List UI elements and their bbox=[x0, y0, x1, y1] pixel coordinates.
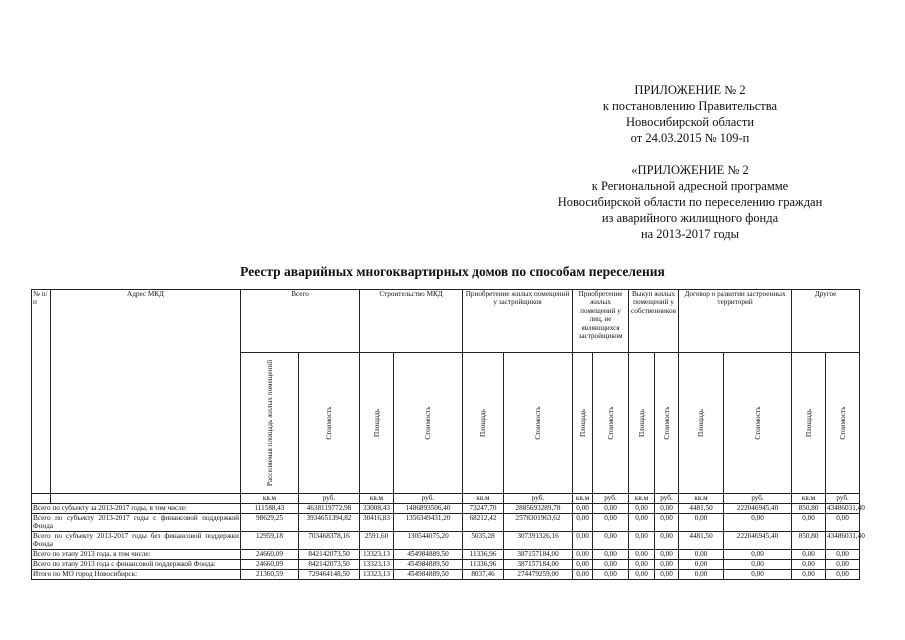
table-cell: 0,00 bbox=[792, 559, 826, 569]
table-cell: 454984889,50 bbox=[394, 549, 463, 559]
sub-header-label: Стоимость bbox=[606, 406, 615, 440]
table-cell: 454984889,50 bbox=[394, 569, 463, 579]
table-cell: 387157184,00 bbox=[504, 559, 573, 569]
sub-header-resettled-area bbox=[241, 353, 299, 494]
table-cell: 13323,13 bbox=[360, 549, 394, 559]
table-cell: 729464148,50 bbox=[299, 569, 360, 579]
unit-cell: кв.м bbox=[463, 494, 504, 504]
unit-cell bbox=[51, 494, 241, 504]
unit-cell: руб. bbox=[504, 494, 573, 504]
table-cell: 0,00 bbox=[679, 569, 724, 579]
table-cell: 0,00 bbox=[655, 549, 679, 559]
table-cell: 24660,09 bbox=[241, 559, 299, 569]
table-cell: 0,00 bbox=[679, 549, 724, 559]
sub-header-area bbox=[629, 353, 655, 494]
table-cell: 0,00 bbox=[573, 531, 593, 549]
unit-cell: руб. bbox=[593, 494, 629, 504]
unit-cell: кв.м bbox=[679, 494, 724, 504]
unit-cell: руб. bbox=[724, 494, 792, 504]
table-cell: 0,00 bbox=[573, 559, 593, 569]
unit-cell: кв.м bbox=[792, 494, 826, 504]
table-cell: 30416,83 bbox=[360, 514, 394, 532]
col-header-total: Всего bbox=[241, 290, 360, 353]
table-row bbox=[32, 531, 860, 549]
col-header-number: № п/п bbox=[32, 290, 51, 494]
sub-header-label: Площадь bbox=[637, 408, 646, 438]
sub-header-cost bbox=[655, 353, 679, 494]
table-cell: 2591,60 bbox=[360, 531, 394, 549]
col-header-address: Адрес МКД bbox=[51, 290, 241, 494]
sub-header-cost bbox=[724, 353, 792, 494]
row-label: Всего по субъекту 2013-2017 годы без финансовой поддержки Фонда bbox=[33, 531, 239, 549]
sub-header-cost bbox=[826, 353, 860, 494]
units-row bbox=[32, 494, 860, 504]
program-line: к Региональной адресной программе bbox=[591, 179, 789, 193]
unit-cell: кв.м bbox=[360, 494, 394, 504]
table-cell: 842142073,50 bbox=[299, 559, 360, 569]
col-header-purchase-non-developer: Приобретение жилых помещений у лиц, не являющихся застройщиком bbox=[573, 290, 629, 353]
table-cell: 274479259,00 bbox=[504, 569, 573, 579]
table-cell: 0,00 bbox=[629, 549, 655, 559]
table-cell: 8037,46 bbox=[463, 569, 504, 579]
unit-cell: руб. bbox=[655, 494, 679, 504]
table-cell: 0,00 bbox=[679, 559, 724, 569]
row-label: Итого по МО город Новосибирск: bbox=[32, 569, 241, 579]
sub-header-area bbox=[360, 353, 394, 494]
unit-cell: руб. bbox=[826, 494, 860, 504]
appendix-header bbox=[540, 82, 840, 242]
table-cell: 73247,70 bbox=[463, 504, 504, 514]
unit-cell bbox=[32, 494, 51, 504]
table-cell: 5035,28 bbox=[463, 531, 504, 549]
appendix-line: к постановлению Правительства bbox=[602, 99, 778, 113]
row-label: Всего по субъекту 2013-2017 годы с финансовой поддержкой Фонда bbox=[33, 514, 239, 531]
table-cell: 11336,96 bbox=[463, 549, 504, 559]
table-cell: 0,00 bbox=[826, 514, 860, 532]
sub-header-area bbox=[679, 353, 724, 494]
table-cell: 12959,18 bbox=[241, 531, 299, 549]
table-cell: 0,00 bbox=[655, 569, 679, 579]
unit-cell: руб. bbox=[394, 494, 463, 504]
unit-cell: кв.м bbox=[629, 494, 655, 504]
sub-header-area bbox=[463, 353, 504, 494]
table-cell: 0,00 bbox=[629, 531, 655, 549]
table-cell: 111588,43 bbox=[241, 504, 299, 514]
table-cell: 0,00 bbox=[593, 514, 629, 532]
table-cell: 0,00 bbox=[792, 569, 826, 579]
table-cell: 307391326,16 bbox=[504, 531, 573, 549]
table-cell: 0,00 bbox=[629, 569, 655, 579]
sub-header-area bbox=[792, 353, 826, 494]
table-cell: 222046945,40 bbox=[724, 504, 792, 514]
unit-cell: кв.м bbox=[573, 494, 593, 504]
col-header-buyout: Выкуп жилых помещений у собственников bbox=[629, 290, 679, 353]
table-cell: 1356349431,20 bbox=[394, 514, 463, 532]
program-line: на 2013-2017 годы bbox=[640, 227, 740, 241]
sub-header-cost bbox=[593, 353, 629, 494]
table-cell: 1486893506,40 bbox=[394, 504, 463, 514]
sub-header-label: Площадь bbox=[372, 408, 381, 438]
table-row bbox=[32, 549, 860, 559]
sub-header-label: Площадь bbox=[804, 408, 813, 438]
sub-header-label: Стоимость bbox=[838, 406, 847, 440]
sub-header-label: Площадь bbox=[478, 408, 487, 438]
table-cell: 842142073,50 bbox=[299, 549, 360, 559]
table-cell: 24660,09 bbox=[241, 549, 299, 559]
table-cell: 68212,42 bbox=[463, 514, 504, 532]
table-cell: 2885693289,78 bbox=[504, 504, 573, 514]
table-cell: 0,00 bbox=[679, 514, 724, 532]
sub-header-label: Стоимость bbox=[662, 406, 671, 440]
table-cell: 0,00 bbox=[826, 549, 860, 559]
sub-header-label: Стоимость bbox=[533, 406, 542, 440]
table-cell: 2578301963,62 bbox=[504, 514, 573, 532]
appendix-line: ПРИЛОЖЕНИЕ № 2 bbox=[634, 83, 746, 97]
row-label: Всего по субъекту за 2013-2017 годы, в том числе: bbox=[32, 504, 241, 514]
table-cell: 0,00 bbox=[826, 569, 860, 579]
table-cell: 0,00 bbox=[593, 504, 629, 514]
table-cell: 98629,25 bbox=[241, 514, 299, 532]
document-title: Реестр аварийных многоквартирных домов по способам переселения bbox=[240, 264, 665, 279]
table-cell: 21360,59 bbox=[241, 569, 299, 579]
program-line: «ПРИЛОЖЕНИЕ № 2 bbox=[631, 163, 749, 177]
sub-header-label: Стоимость bbox=[753, 406, 762, 440]
table-cell: 0,00 bbox=[826, 559, 860, 569]
table-cell: 0,00 bbox=[573, 514, 593, 532]
sub-header-label: Расселяемая площадь жилых помещений bbox=[265, 359, 274, 487]
registry-table bbox=[31, 289, 865, 580]
sub-header-area bbox=[573, 353, 593, 494]
appendix-line: от 24.03.2015 № 109-п bbox=[630, 131, 750, 145]
table-cell: 4481,50 bbox=[679, 504, 724, 514]
table-cell: 0,00 bbox=[655, 559, 679, 569]
table-cell: 0,00 bbox=[655, 531, 679, 549]
table-cell: 850,80 bbox=[792, 531, 826, 549]
table-cell: 0,00 bbox=[593, 531, 629, 549]
table-cell: 11336,96 bbox=[463, 559, 504, 569]
table-cell: 4638119772,98 bbox=[299, 504, 360, 514]
table-cell: 0,00 bbox=[724, 549, 792, 559]
table-cell: 0,00 bbox=[792, 549, 826, 559]
table-cell: 0,00 bbox=[655, 514, 679, 532]
table-cell: 13323,13 bbox=[360, 569, 394, 579]
sub-header-cost bbox=[394, 353, 463, 494]
table-row bbox=[32, 559, 860, 569]
table-cell: 33008,43 bbox=[360, 504, 394, 514]
table-cell: 13323,13 bbox=[360, 559, 394, 569]
table-cell: 0,00 bbox=[629, 514, 655, 532]
appendix-line: Новосибирской области bbox=[625, 115, 755, 129]
unit-cell: кв.м bbox=[241, 494, 299, 504]
table-cell: 222046945,40 bbox=[724, 531, 792, 549]
table-cell: 43486031,40 bbox=[826, 531, 860, 549]
spacer bbox=[540, 146, 840, 162]
table-row bbox=[32, 514, 860, 532]
table-cell: 0,00 bbox=[573, 549, 593, 559]
sub-header-label: Стоимость bbox=[324, 406, 333, 440]
table-cell: 130544075,20 bbox=[394, 531, 463, 549]
table-cell: 0,00 bbox=[655, 504, 679, 514]
table-cell: 0,00 bbox=[593, 569, 629, 579]
unit-cell: руб. bbox=[299, 494, 360, 504]
row-label: Всего по этапу 2013 года, в том числе: bbox=[32, 549, 241, 559]
sub-header-label: Площадь bbox=[578, 408, 587, 438]
table-row bbox=[32, 569, 860, 579]
col-header-other: Другое bbox=[792, 290, 860, 353]
table-cell: 0,00 bbox=[629, 504, 655, 514]
table-cell: 0,00 bbox=[573, 504, 593, 514]
col-header-development-contract: Договор о развитии застроенных территорий bbox=[679, 290, 792, 353]
table-cell: 0,00 bbox=[792, 514, 826, 532]
table-cell: 0,00 bbox=[573, 569, 593, 579]
sub-header-label: Стоимость bbox=[423, 406, 432, 440]
table-cell: 0,00 bbox=[593, 559, 629, 569]
sub-header-label: Площадь bbox=[696, 408, 705, 438]
table-cell: 0,00 bbox=[724, 559, 792, 569]
col-header-purchase-developer: Приобретение жилых помещений у застройщиков bbox=[463, 290, 573, 353]
table-cell: 0,00 bbox=[593, 549, 629, 559]
table-cell: 454984889,50 bbox=[394, 559, 463, 569]
sub-header-cost bbox=[299, 353, 360, 494]
program-line: из аварийного жилищного фонда bbox=[601, 211, 779, 225]
table-cell: 4481,50 bbox=[679, 531, 724, 549]
col-header-construction: Строительство МКД bbox=[360, 290, 463, 353]
row-label: Всего по этапу 2013 года с финансовой поддержкой Фонда: bbox=[32, 559, 241, 569]
table-cell: 703468378,16 bbox=[299, 531, 360, 549]
table-row bbox=[32, 504, 860, 514]
program-line: Новосибирской области по переселению граждан bbox=[557, 195, 823, 209]
table-cell: 43486031,40 bbox=[827, 504, 865, 512]
table-cell: 0,00 bbox=[724, 569, 792, 579]
table-cell: 850,80 bbox=[792, 504, 826, 514]
table-cell: 0,00 bbox=[724, 514, 792, 532]
table-cell: 0,00 bbox=[629, 559, 655, 569]
table-cell: 387157184,00 bbox=[504, 549, 573, 559]
sub-header-cost bbox=[504, 353, 573, 494]
table-cell: 3934651394,82 bbox=[299, 514, 360, 532]
